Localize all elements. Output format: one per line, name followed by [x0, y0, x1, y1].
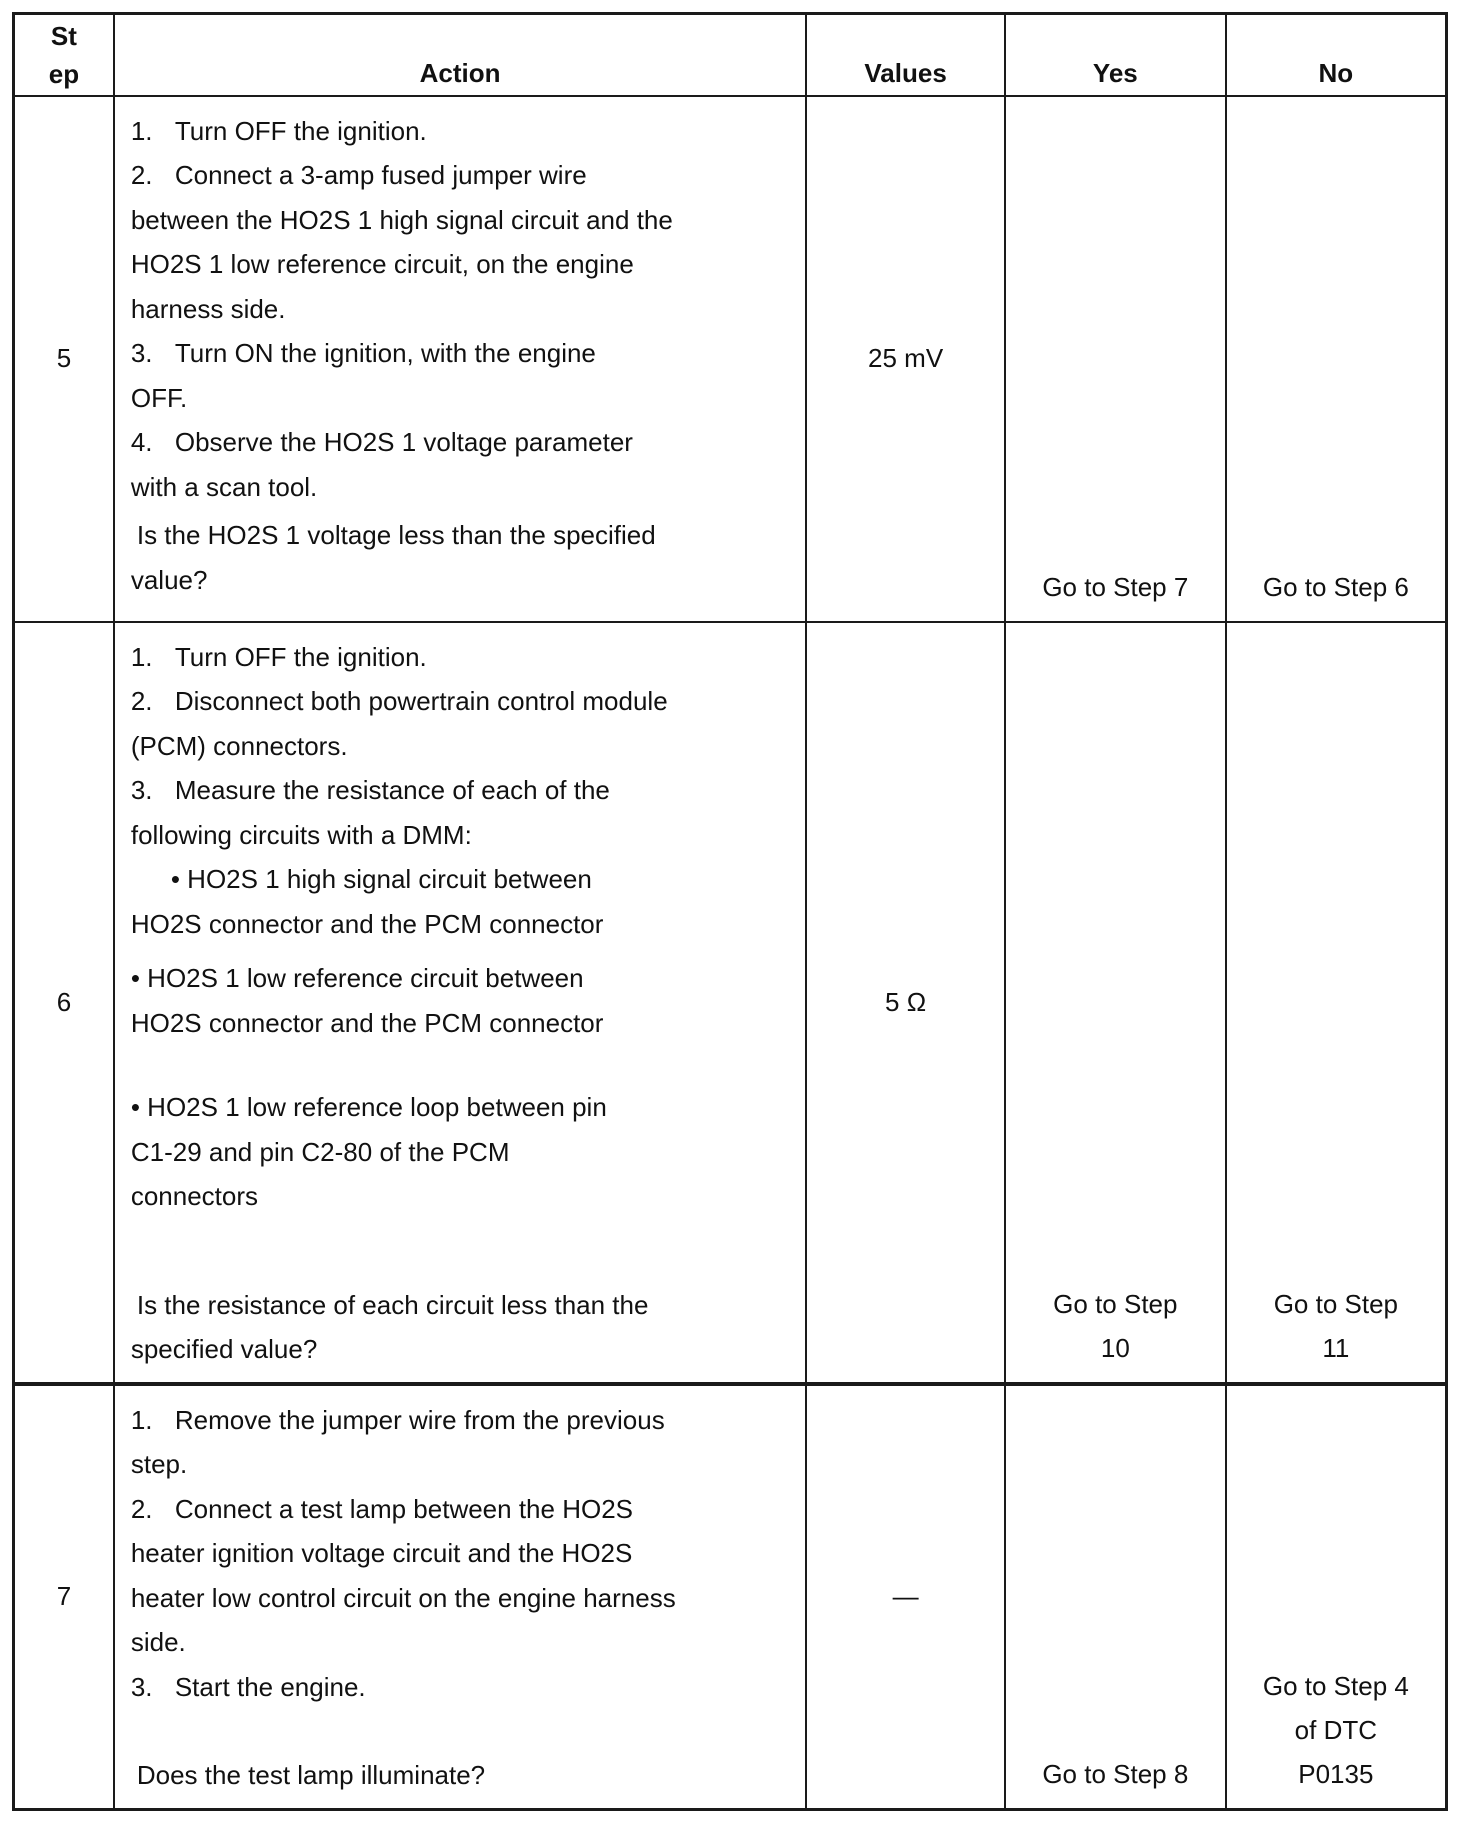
- no-link-step: 11: [1322, 1332, 1350, 1363]
- action-line: 2. Connect a test lamp between the HO2S: [130, 1493, 633, 1524]
- action-line: between the HO2S 1 high signal circuit and the: [130, 204, 673, 235]
- action-line: HO2S connector and the PCM connector: [130, 908, 604, 939]
- action-line: 1. Turn OFF the ignition.: [130, 641, 427, 672]
- no-link-code: P0135: [1298, 1758, 1374, 1789]
- action-line: step.: [130, 1449, 188, 1479]
- action-line: 3. Turn ON the ignition, with the engine: [130, 338, 596, 368]
- yes-cell: [1005, 96, 1226, 622]
- yes-link: Go to Step: [1053, 1288, 1178, 1319]
- yes-link-step: 10: [1100, 1332, 1130, 1363]
- step-row-7: [14, 1384, 1447, 1810]
- no-link: Go to Step 4: [1262, 1670, 1409, 1701]
- action-line: 3. Start the engine.: [130, 1671, 366, 1702]
- question-line: specified value?: [130, 1334, 318, 1364]
- action-line: side.: [130, 1627, 186, 1657]
- step-row-5: [14, 96, 1447, 622]
- no-cell: [1226, 1384, 1447, 1810]
- action-line: 2. Connect a 3-amp fused jumper wire: [130, 160, 587, 190]
- value-cell: 25 mV: [806, 96, 1005, 622]
- header-row: [14, 14, 1447, 96]
- value-cell: —: [806, 1384, 1005, 1810]
- action-line: harness side.: [130, 293, 286, 324]
- action-cell: [114, 1384, 806, 1810]
- action-line: OFF.: [130, 382, 188, 413]
- yes-link: Go to Step 8: [1042, 1758, 1189, 1789]
- no-cell: [1226, 622, 1447, 1384]
- step-number: 7: [14, 1384, 114, 1810]
- yes-header: Yes: [1005, 14, 1226, 96]
- action-line: HO2S 1 low reference circuit, on the engine: [130, 249, 634, 279]
- action-line: C1-29 and pin C2-80 of the PCM: [130, 1136, 510, 1167]
- action-line: following circuits with a DMM:: [130, 819, 472, 850]
- yes-link: Go to Step 7: [1042, 571, 1189, 602]
- value-cell: 5 Ω: [806, 622, 1005, 1384]
- question-line: value?: [130, 564, 208, 595]
- question-line: Is the HO2S 1 voltage less than the specified: [136, 520, 656, 550]
- action-line: 4. Observe the HO2S 1 voltage parameter: [130, 427, 633, 457]
- yes-cell: [1005, 1384, 1226, 1810]
- bullet-line: • HO2S 1 low reference circuit between: [130, 963, 584, 993]
- bullet-line: • HO2S 1 low reference loop between pin: [130, 1092, 607, 1122]
- action-line: heater ignition voltage circuit and the HO2S: [130, 1538, 633, 1568]
- no-link: Go to Step: [1273, 1288, 1398, 1319]
- action-line: 1. Remove the jumper wire from the previous: [130, 1404, 665, 1435]
- no-header: No: [1226, 14, 1447, 96]
- step-number: 5: [14, 96, 114, 622]
- yes-cell: [1005, 622, 1226, 1384]
- action-line: 2. Disconnect both powertrain control module: [130, 686, 668, 716]
- no-link: Go to Step 6: [1262, 571, 1409, 602]
- action-header: Action: [114, 14, 806, 96]
- values-header: Values: [806, 14, 1005, 96]
- action-line: HO2S connector and the PCM connector: [130, 1007, 604, 1038]
- question-line: Does the test lamp illuminate?: [136, 1760, 486, 1790]
- no-link-ref: of DTC: [1294, 1714, 1378, 1745]
- step-number: 6: [14, 622, 114, 1384]
- no-cell: [1226, 96, 1447, 622]
- bullet-line: • HO2S 1 high signal circuit between: [170, 864, 592, 894]
- action-cell: [114, 96, 806, 622]
- action-line: heater low control circuit on the engine harness: [130, 1582, 676, 1613]
- action-line: with a scan tool.: [130, 471, 318, 502]
- diagnostic-table: [12, 12, 1448, 1811]
- action-line: 1. Turn OFF the ignition.: [130, 115, 427, 146]
- action-line: 3. Measure the resistance of each of the: [130, 775, 610, 805]
- step-header: St ep: [14, 14, 114, 96]
- question-line: Is the resistance of each circuit less than the: [136, 1289, 649, 1320]
- action-cell: [114, 622, 806, 1384]
- action-line: connectors: [130, 1181, 259, 1211]
- step-row-6: [14, 622, 1447, 1384]
- action-line: (PCM) connectors.: [130, 730, 348, 761]
